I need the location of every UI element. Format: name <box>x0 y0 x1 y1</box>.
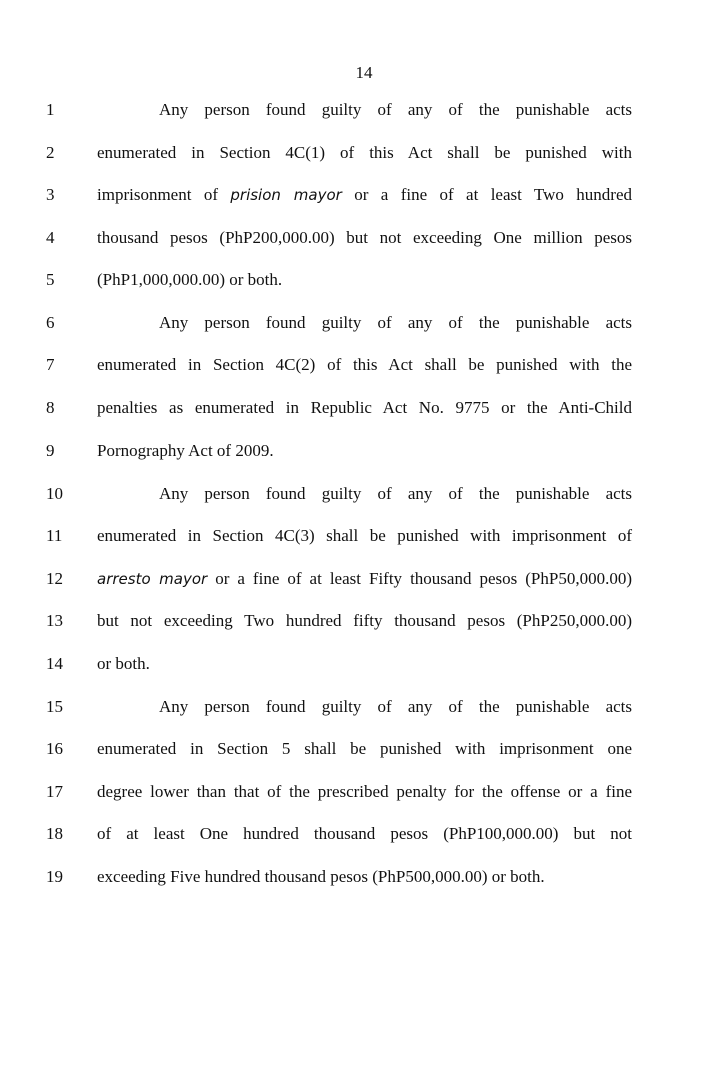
line-text: Any person found guilty of any of the punishable acts <box>159 100 632 119</box>
line-text <box>97 183 632 207</box>
line-number: 9 <box>46 441 55 460</box>
line-text: enumerated in Section 4C(3) shall be punished with imprisonment of <box>97 526 632 545</box>
line-text: penalties as enumerated in Republic Act No. 9775 or the Anti-Child <box>97 398 632 417</box>
line-text: thousand pesos (PhP200,000.00) but not exceeding One million pesos <box>97 228 632 247</box>
text-line <box>0 737 728 767</box>
line-number: 14 <box>46 654 63 673</box>
text-line <box>0 865 728 895</box>
line-text: of at least One hundred thousand pesos (PhP100,000.00) but not <box>97 824 632 843</box>
text-line <box>0 567 728 597</box>
line-number: 6 <box>46 313 55 332</box>
line-text: but not exceeding Two hundred fifty thousand pesos (PhP250,000.00) <box>97 611 632 630</box>
text-segment: or a fine of at least Fifty thousand pesos (PhP50,000.00) <box>215 569 632 588</box>
text-line <box>0 183 728 213</box>
line-text: or both. <box>97 654 150 673</box>
line-number: 10 <box>46 484 63 503</box>
line-text: degree lower than that of the prescribed penalty for the offense or a fine <box>97 782 632 801</box>
line-text: (PhP1,000,000.00) or both. <box>97 270 283 289</box>
line-text: Any person found guilty of any of the punishable acts <box>159 313 632 332</box>
text-line <box>0 780 728 810</box>
line-text: exceeding Five hundred thousand pesos (PhP500,000.00) or both. <box>97 867 545 886</box>
text-line <box>0 141 728 171</box>
italic-term: prision mayor <box>230 186 342 204</box>
text-line <box>0 482 728 512</box>
line-text: enumerated in Section 4C(2) of this Act shall be punished with the <box>97 355 632 374</box>
line-text: Any person found guilty of any of the punishable acts <box>159 697 632 716</box>
text-segment: imprisonment of <box>97 185 218 204</box>
italic-term: arresto mayor <box>97 570 208 588</box>
line-number: 13 <box>46 611 63 630</box>
text-line <box>0 98 728 128</box>
line-text <box>97 567 632 591</box>
line-number: 19 <box>46 867 63 886</box>
page-number: 14 <box>355 63 373 82</box>
line-text: Any person found guilty of any of the punishable acts <box>159 484 632 503</box>
text-line <box>0 353 728 383</box>
text-line <box>0 652 728 682</box>
line-number: 5 <box>46 270 55 289</box>
line-number: 2 <box>46 143 55 162</box>
line-text: enumerated in Section 5 shall be punished with imprisonment one <box>97 739 632 758</box>
line-number: 15 <box>46 697 63 716</box>
text-segment: or a fine of at least Two hundred <box>354 185 632 204</box>
text-line <box>0 609 728 639</box>
line-text: Pornography Act of 2009. <box>97 441 274 460</box>
line-text: enumerated in Section 4C(1) of this Act shall be punished with <box>97 143 632 162</box>
text-line <box>0 311 728 341</box>
line-number: 17 <box>46 782 63 801</box>
line-number: 4 <box>46 228 55 247</box>
line-number: 12 <box>46 569 63 588</box>
line-number: 16 <box>46 739 63 758</box>
line-number: 18 <box>46 824 63 843</box>
line-number: 8 <box>46 398 55 417</box>
text-line <box>0 524 728 554</box>
text-line <box>0 695 728 725</box>
text-line <box>0 268 728 298</box>
line-number: 3 <box>46 185 55 204</box>
text-line <box>0 226 728 256</box>
text-line <box>0 822 728 852</box>
line-number: 11 <box>46 526 63 545</box>
line-number: 7 <box>46 355 55 374</box>
text-line <box>0 396 728 426</box>
text-line <box>0 439 728 469</box>
line-number: 1 <box>46 100 55 119</box>
